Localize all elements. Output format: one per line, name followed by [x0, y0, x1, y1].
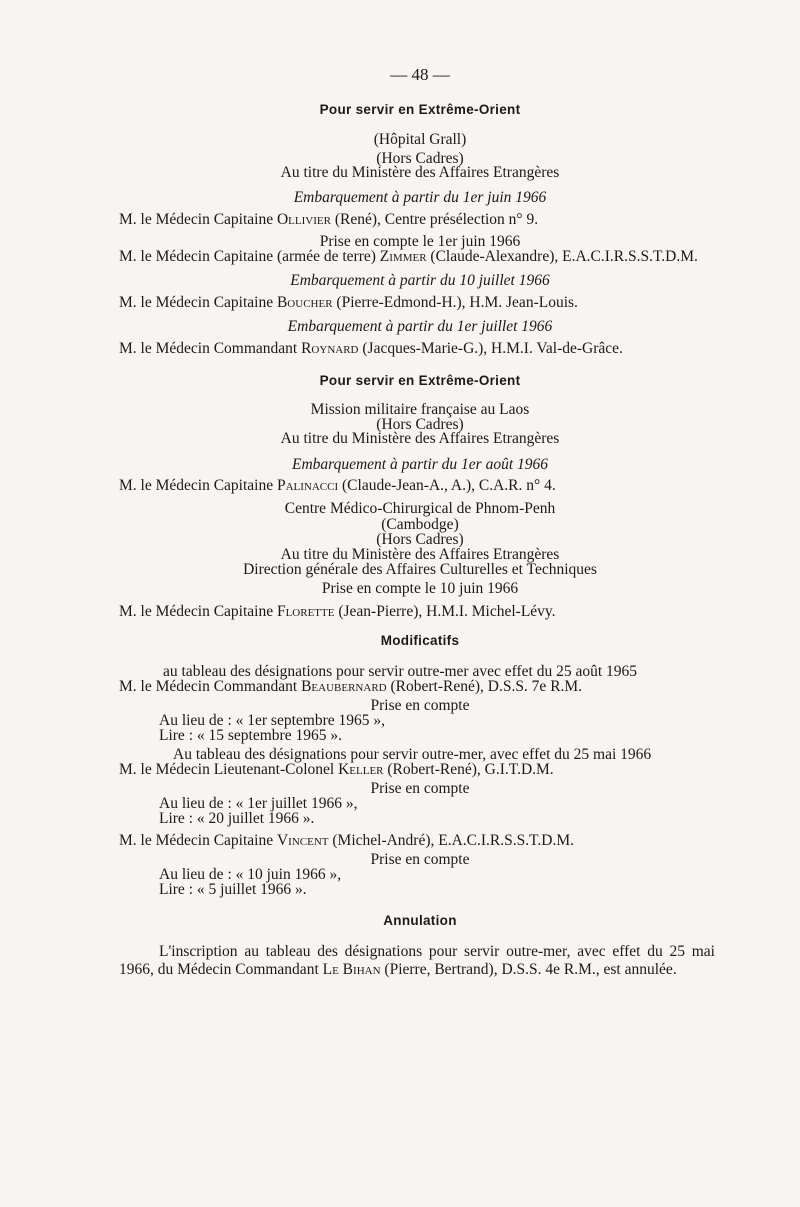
surname: Palinacci	[276, 477, 339, 494]
prise-en-compte-line: Prise en compte	[370, 851, 470, 868]
surname: Beaubernard	[301, 678, 387, 695]
surname: Roynard	[301, 340, 359, 357]
institution-line: Au titre du Ministère des Affaires Etrangères	[280, 164, 560, 181]
institution-line: (Hors Cadres)	[376, 150, 464, 167]
surname: Keller	[338, 761, 384, 778]
institution-line: (Hôpital Grall)	[373, 131, 467, 148]
surname: Florette	[276, 603, 335, 620]
section-heading: Pour servir en Extrême-Orient	[319, 102, 521, 117]
lire-line: Lire : « 20 juillet 1966 ».	[159, 810, 315, 827]
section-heading: Annulation	[383, 913, 457, 928]
personnel-entry: M. le Médecin Capitaine Boucher (Pierre-Edmond-H.), H.M. Jean-Louis.	[119, 294, 578, 311]
institution-line: (Hors Cadres)	[376, 531, 464, 548]
personnel-entry: M. le Médecin Capitaine Florette (Jean-Pierre), H.M.I. Michel-Lévy.	[119, 603, 556, 620]
institution-line: Au titre du Ministère des Affaires Etrangères	[280, 546, 560, 563]
personnel-entry: M. le Médecin Capitaine Ollivier (René), Centre présélection n° 9.	[119, 211, 539, 228]
page-number: — 48 —	[390, 65, 450, 84]
surname: Vincent	[276, 832, 329, 849]
institution-line: Mission militaire française au Laos	[310, 401, 530, 418]
personnel-entry: M. le Médecin Capitaine Vincent (Michel-André), E.A.C.I.R.S.S.T.D.M.	[119, 832, 575, 849]
personnel-entry: M. le Médecin Commandant Roynard (Jacques-Marie-G.), H.M.I. Val-de-Grâce.	[119, 340, 623, 357]
personnel-entry: M. le Médecin Lieutenant-Colonel Keller (Robert-René), G.I.T.D.M.	[119, 761, 554, 778]
modification-intro: au tableau des désignations pour servir outre-mer avec effet du 25 août 1965	[163, 663, 638, 680]
personnel-entry: M. le Médecin Capitaine (armée de terre) Zimmer (Claude-Alexandre), E.A.C.I.R.S.S.T.D.M.	[119, 248, 698, 265]
surname: Boucher	[276, 294, 333, 311]
institution-line: Direction générale des Affaires Culturelles et Techniques	[243, 561, 597, 578]
prise-en-compte-line: Prise en compte le 1er juin 1966	[319, 233, 521, 250]
au-lieu-de-line: Au lieu de : « 1er septembre 1965 »,	[159, 712, 385, 729]
embarkation-line: Embarquement à partir du 1er juillet 1966	[287, 318, 553, 335]
modification-intro: Au tableau des désignations pour servir outre-mer, avec effet du 25 mai 1966	[173, 746, 652, 763]
embarkation-line: Embarquement à partir du 1er juin 1966	[293, 189, 547, 206]
section-heading: Modificatifs	[380, 633, 460, 648]
institution-line: (Hors Cadres)	[376, 416, 464, 433]
annulation-paragraph: L'inscription au tableau des désignations pour servir outre-mer, avec effet du 25 mai 1966, du Médecin Commandant Le Bihan (Pierre, Bertrand), D.S.S. 4e R.M., est annulée.	[119, 943, 715, 978]
au-lieu-de-line: Au lieu de : « 10 juin 1966 »,	[159, 866, 342, 883]
surname: Ollivier	[276, 211, 331, 228]
prise-en-compte-line: Prise en compte	[370, 780, 470, 797]
institution-line: Centre Médico-Chirurgical de Phnom-Penh	[284, 500, 556, 517]
prise-en-compte-line: Prise en compte le 10 juin 1966	[321, 580, 519, 597]
institution-line: (Cambodge)	[381, 516, 459, 533]
lire-line: Lire : « 15 septembre 1965 ».	[159, 727, 342, 744]
section-heading: Pour servir en Extrême-Orient	[319, 373, 521, 388]
lire-line: Lire : « 5 juillet 1966 ».	[159, 881, 307, 898]
surname: Le Bihan	[322, 961, 381, 978]
personnel-entry: M. le Médecin Capitaine Palinacci (Claude-Jean-A., A.), C.A.R. n° 4.	[119, 477, 556, 494]
institution-line: Au titre du Ministère des Affaires Etrangères	[280, 430, 560, 447]
surname: Zimmer	[379, 248, 427, 265]
personnel-entry: M. le Médecin Commandant Beaubernard (Robert-René), D.S.S. 7e R.M.	[119, 678, 583, 695]
prise-en-compte-line: Prise en compte	[370, 697, 470, 714]
au-lieu-de-line: Au lieu de : « 1er juillet 1966 »,	[159, 795, 358, 812]
embarkation-line: Embarquement à partir du 10 juillet 1966	[290, 272, 550, 289]
embarkation-line: Embarquement à partir du 1er août 1966	[291, 456, 549, 473]
